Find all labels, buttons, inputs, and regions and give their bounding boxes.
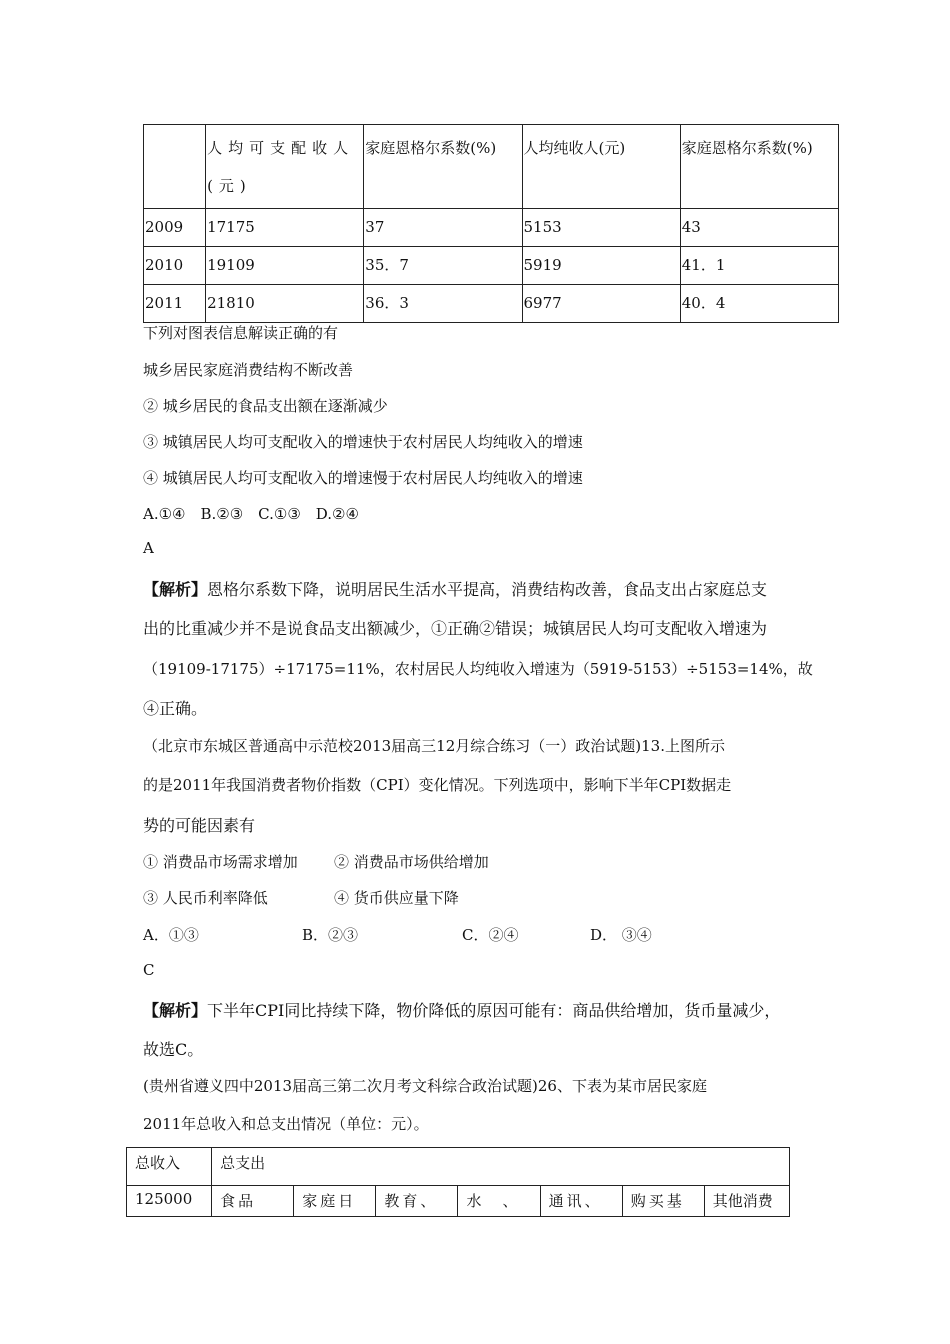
- q1-analysis-line-2: 出的比重减少并不是说食品支出额减少，①正确②错误；城镇居民人均可支配收入增速为: [143, 619, 768, 638]
- q2-option-3: ③ 人民币利率降低: [143, 889, 268, 907]
- cell-income-value: 125000: [127, 1186, 212, 1217]
- cell-item-communication: 通讯、: [540, 1186, 622, 1217]
- cell-urban-income: 17175: [206, 209, 364, 247]
- cell-year: 2011: [144, 285, 206, 323]
- household-income-expense-table: [126, 1147, 790, 1217]
- cell-item-water: 水 、: [458, 1186, 540, 1217]
- header-total-expense: 总支出: [212, 1148, 790, 1186]
- table-header-row: [144, 125, 839, 209]
- header-cell-empty: [144, 125, 206, 209]
- q3-stem-line-2: 2011年总收入和总支出情况（单位：元）。: [143, 1115, 429, 1133]
- q2-analysis-text-1: 下半年CPI同比持续下降，物价降低的原因可能有：商品供给增加，货币量减少，: [207, 1001, 781, 1020]
- q2-option-4: ④ 货币供应量下降: [334, 889, 459, 907]
- q2-analysis-line-1: [143, 998, 780, 1021]
- table-header-row: [127, 1148, 790, 1186]
- cell-item-other: 其他消费: [704, 1186, 789, 1217]
- cell-rural-income: 5153: [522, 209, 680, 247]
- q1-choices: A.①④ B.②③ C.①③ D.②④: [143, 505, 359, 523]
- q1-analysis-line-3: （19109-17175）÷17175=11%，农村居民人均纯收入增速为（5919-5153）÷5153=14%，故: [143, 660, 813, 678]
- cell-item-purchase: 购买基: [622, 1186, 704, 1217]
- cell-rural-engel: 41．1: [680, 247, 838, 285]
- table-row: [127, 1186, 790, 1217]
- cell-urban-engel: 37: [364, 209, 522, 247]
- cell-item-food: 食品: [212, 1186, 294, 1217]
- q2-stem-line-3: 势的可能因素有: [143, 816, 256, 835]
- cell-urban-income: 21810: [206, 285, 364, 323]
- q2-option-1: ① 消费品市场需求增加: [143, 853, 298, 871]
- cell-year: 2010: [144, 247, 206, 285]
- q1-option-1: 城乡居民家庭消费结构不断改善: [143, 361, 354, 379]
- header-rural-engel: 家庭恩格尔系数(%): [680, 125, 838, 209]
- q1-option-2: ② 城乡居民的食品支出额在逐渐减少: [143, 397, 388, 415]
- header-urban-income: 人均可支配收人(元): [206, 125, 364, 209]
- q1-stem: 下列对图表信息解读正确的有: [143, 324, 339, 342]
- cell-rural-engel: 40．4: [680, 285, 838, 323]
- q2-choice-a: A．①③: [143, 926, 199, 944]
- q3-stem-line-1: (贵州省遵义四中2013届高三第二次月考文科综合政治试题)26、下表为某市居民家庭: [143, 1077, 707, 1095]
- table-row: [144, 285, 839, 323]
- table-row: [144, 209, 839, 247]
- q1-analysis-label: 【解析】: [143, 580, 208, 599]
- cell-rural-engel: 43: [680, 209, 838, 247]
- cell-item-education: 教育、: [376, 1186, 458, 1217]
- header-urban-engel: 家庭恩格尔系数(%): [364, 125, 522, 209]
- q1-analysis-line-4: ④正确。: [143, 699, 208, 718]
- header-total-income: 总收入: [127, 1148, 212, 1186]
- header-rural-income: 人均纯收人(元): [522, 125, 680, 209]
- q1-option-3: ③ 城镇居民人均可支配收入的增速快于农村居民人均纯收入的增速: [143, 433, 583, 451]
- cell-urban-engel: 36．3: [364, 285, 522, 323]
- q2-option-2: ② 消费品市场供给增加: [334, 853, 489, 871]
- q2-analysis-label: 【解析】: [143, 1001, 208, 1020]
- q2-analysis-line-2: 故选C。: [143, 1040, 204, 1059]
- q1-option-4: ④ 城镇居民人均可支配收入的增速慢于农村居民人均纯收入的增速: [143, 469, 583, 487]
- q1-analysis-text-1: 恩格尔系数下降，说明居民生活水平提高，消费结构改善，食品支出占家庭总支: [207, 580, 768, 599]
- cell-year: 2009: [144, 209, 206, 247]
- income-engel-table: [143, 124, 839, 323]
- q1-answer: A: [143, 539, 154, 557]
- q2-stem-line-2: 的是2011年我国消费者物价指数（CPI）变化情况。下列选项中，影响下半年CPI数据走: [143, 776, 732, 794]
- cell-urban-income: 19109: [206, 247, 364, 285]
- cell-rural-income: 5919: [522, 247, 680, 285]
- table-row: [144, 247, 839, 285]
- cell-item-daily: 家庭日: [294, 1186, 376, 1217]
- cell-urban-engel: 35．7: [364, 247, 522, 285]
- q2-choice-c: C．②④: [462, 926, 519, 944]
- q2-choice-b: B．②③: [302, 926, 359, 944]
- q2-choice-d: D． ③④: [590, 926, 652, 944]
- q2-answer: C: [143, 961, 155, 979]
- q1-analysis-line-1: [143, 577, 767, 600]
- q2-stem-line-1: （北京市东城区普通高中示范校2013届高三12月综合练习（一）政治试题)13.上图所示: [143, 737, 725, 755]
- cell-rural-income: 6977: [522, 285, 680, 323]
